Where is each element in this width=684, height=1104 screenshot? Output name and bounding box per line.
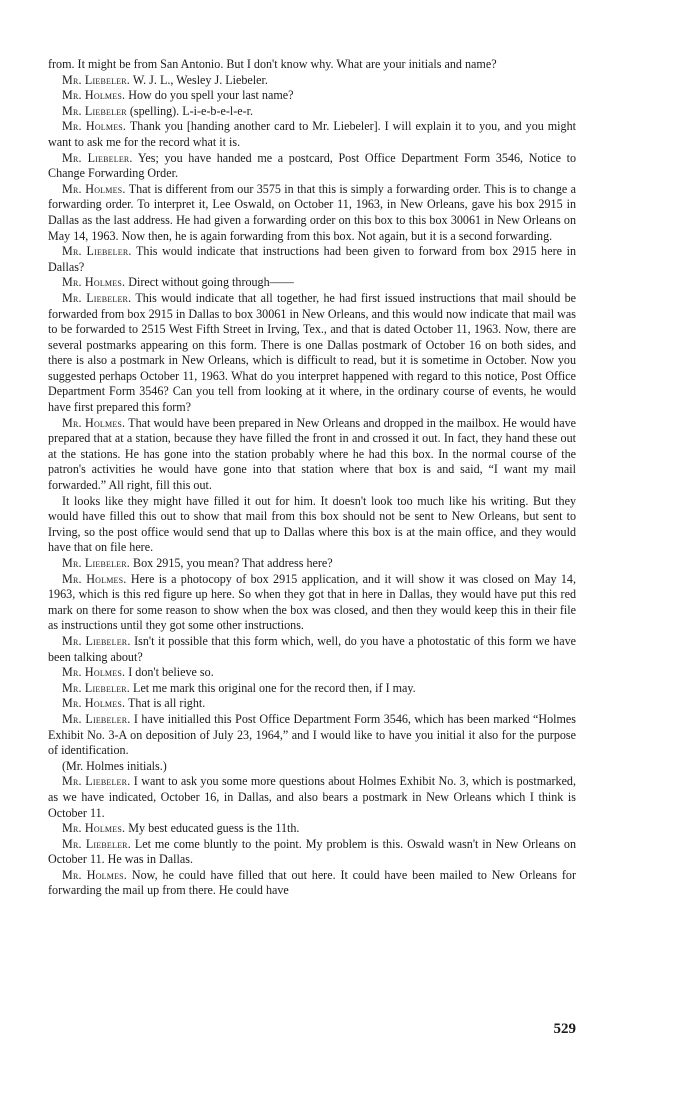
paragraph bbox=[48, 556, 576, 572]
paragraph-text: How do you spell your last name? bbox=[125, 88, 294, 103]
speaker-label: Mr. Liebeler. bbox=[62, 290, 132, 305]
paragraph bbox=[48, 88, 576, 104]
speaker-label: Mr. Liebeler bbox=[62, 103, 127, 118]
paragraph bbox=[48, 868, 576, 899]
speaker-label: Mr. Holmes. bbox=[62, 88, 126, 103]
speaker-label: Mr. Holmes. bbox=[62, 821, 126, 836]
speaker-label: Mr. Liebeler. bbox=[62, 774, 131, 789]
speaker-label: Mr. Liebeler. bbox=[62, 711, 131, 726]
speaker-label: Mr. Liebeler. bbox=[62, 680, 131, 695]
paragraph-text: This would indicate that instructions had been given to forward from box 2915 here in Dallas? bbox=[48, 244, 576, 274]
paragraph bbox=[48, 634, 576, 665]
speaker-label: Mr. Holmes. bbox=[62, 867, 128, 882]
paragraph bbox=[48, 759, 576, 775]
paragraph-text: I don't believe so. bbox=[125, 665, 214, 680]
speaker-label: Mr. Holmes. bbox=[62, 696, 126, 711]
speaker-label: Mr. Liebeler. bbox=[62, 633, 131, 648]
speaker-label: Mr. Liebeler. bbox=[62, 150, 133, 165]
paragraph bbox=[48, 821, 576, 837]
paragraph bbox=[48, 681, 576, 697]
paragraph-text: That is all right. bbox=[125, 696, 206, 711]
paragraph-text: (Mr. Holmes initials.) bbox=[62, 758, 167, 773]
paragraph bbox=[48, 494, 576, 556]
paragraph bbox=[48, 244, 576, 275]
paragraph bbox=[48, 416, 576, 494]
speaker-label: Mr. Holmes. bbox=[62, 415, 126, 430]
speaker-label: Mr. Liebeler. bbox=[62, 836, 131, 851]
paragraph-text: That is different from our 3575 in that this is simply a forwarding order. This is to change a forwarding order. To interpret it, Lee Oswald, on October 11, 1963, in New Orleans, gave his box 2915 in Dallas as the last address. He had given a forwarding order on this box to this box 30061 in New Orleans on May 14, 1963. Now then, he is again forwarding from this box. Not again, but it is a second forwarding. bbox=[48, 181, 576, 243]
speaker-label: Mr. Holmes. bbox=[62, 665, 126, 680]
paragraph bbox=[48, 182, 576, 244]
paragraph-text: Yes; you have handed me a postcard, Post Office Department Form 3546, Notice to Change Forwarding Order. bbox=[48, 150, 577, 181]
paragraph bbox=[48, 774, 576, 821]
paragraph-text: That would have been prepared in New Orleans and dropped in the mailbox. He would have prepared that at a station, because they have filled the front in and crossed it out. In fact, they hand these out at the stations. He has gone into the station probably where he had this box. In the normal course of the patron's activities he would have gone into that station where that box is and said, “I want my mail forwarded.” All right, fill this out. bbox=[48, 415, 576, 493]
speaker-label: Mr. Holmes. bbox=[62, 119, 127, 134]
paragraph-text: I want to ask you some more questions about Holmes Exhibit No. 3, which is postmarked, as we have indicated, October 16, in Dallas, and also bears a postmark in New Orleans which I think is October 11. bbox=[48, 774, 577, 820]
paragraph bbox=[48, 57, 576, 73]
paragraph-text: Here is a photocopy of box 2915 application, and it will show it was closed on May 14, 1963, which is this red figure up here. So when they got that in here in Dallas, they would have put this red mark on there for some reason to show when the box was closed, and then they would keep this in their file as instructions until they got some other instructions. bbox=[48, 571, 576, 633]
speaker-label: Mr. Holmes. bbox=[62, 181, 126, 196]
paragraph-text: Isn't it possible that this form which, well, do you have a photostatic of this form we have been talking about? bbox=[48, 633, 577, 664]
paragraph-text: My best educated guess is the 11th. bbox=[125, 821, 300, 836]
paragraph bbox=[48, 104, 576, 120]
speaker-label: Mr. Liebeler. bbox=[62, 244, 132, 259]
paragraph-text: Let me come bluntly to the point. My problem is this. Oswald wasn't in New Orleans on October 11. He was in Dallas. bbox=[48, 836, 577, 867]
speaker-label: Mr. Holmes. bbox=[62, 275, 126, 290]
paragraph-text: W. J. L., Wesley J. Liebeler. bbox=[130, 72, 268, 87]
paragraph bbox=[48, 275, 576, 291]
paragraph-text: (spelling). L-i-e-b-e-l-e-r. bbox=[126, 103, 254, 118]
document-body bbox=[48, 57, 576, 899]
paragraph-text: Let me mark this original one for the record then, if I may. bbox=[130, 680, 416, 695]
paragraph-text: Direct without going through—— bbox=[125, 275, 294, 290]
paragraph-text: Thank you [handing another card to Mr. Liebeler]. I will explain it to you, and you might want to ask me for the record what it is. bbox=[48, 119, 576, 149]
paragraph-text: Now, he could have filled that out here. It could have been mailed to New Orleans for forwarding the mail up from there. He could have bbox=[48, 867, 576, 898]
paragraph-text: This would indicate that all together, he had first issued instructions that mail should be forwarded from box 2915 in Dallas to box 30061 in New Orleans, and this would now indicate that mail was to be forwarded to 2515 West Fifth Street in Irving, Tex., and that is dated October 11, 1963. Now, there are several postmarks appearing on this form. There is one Dallas postmark of October 16 on both sides, and there is also a postmark in New Orleans, which is difficult to read, but it is sometime in October. Now you suggested perhaps October 11, 1963. What do you interpret happened with regard to this notice, Post Office Department Form 3546? Can you tell from looking at it where, in the ordinary course of events, he would have first prepared this form? bbox=[48, 290, 577, 415]
paragraph-text: Box 2915, you mean? That address here? bbox=[130, 556, 333, 570]
speaker-label: Mr. Liebeler. bbox=[62, 72, 131, 87]
paragraph bbox=[48, 119, 576, 150]
paragraph bbox=[48, 665, 576, 681]
paragraph bbox=[48, 696, 576, 712]
speaker-label: Mr. Liebeler. bbox=[62, 556, 131, 570]
paragraph bbox=[48, 572, 576, 634]
paragraph bbox=[48, 837, 576, 868]
paragraph bbox=[48, 291, 576, 416]
page-number: 529 bbox=[553, 1021, 576, 1037]
paragraph bbox=[48, 151, 576, 182]
paragraph-text: from. It might be from San Antonio. But I don't know why. What are your initials and name? bbox=[48, 57, 497, 71]
speaker-label: Mr. Holmes. bbox=[62, 571, 127, 586]
paragraph-text: I have initialled this Post Office Department Form 3546, which has been marked “Holmes Exhibit No. 3-A on deposition of July 23, 1964,” and I would like to have you initial it also for the purpose of identification. bbox=[48, 711, 576, 758]
paragraph bbox=[48, 712, 576, 759]
paragraph-text: It looks like they might have filled it out for him. It doesn't look too much like his writing. But they would have filled this out to show that mail from this box should not be sent to New Orleans, but sent to Irving, so the post office would send that up to Dallas where this box is at the main office, and they would have that on file here. bbox=[48, 493, 576, 555]
paragraph bbox=[48, 73, 576, 89]
